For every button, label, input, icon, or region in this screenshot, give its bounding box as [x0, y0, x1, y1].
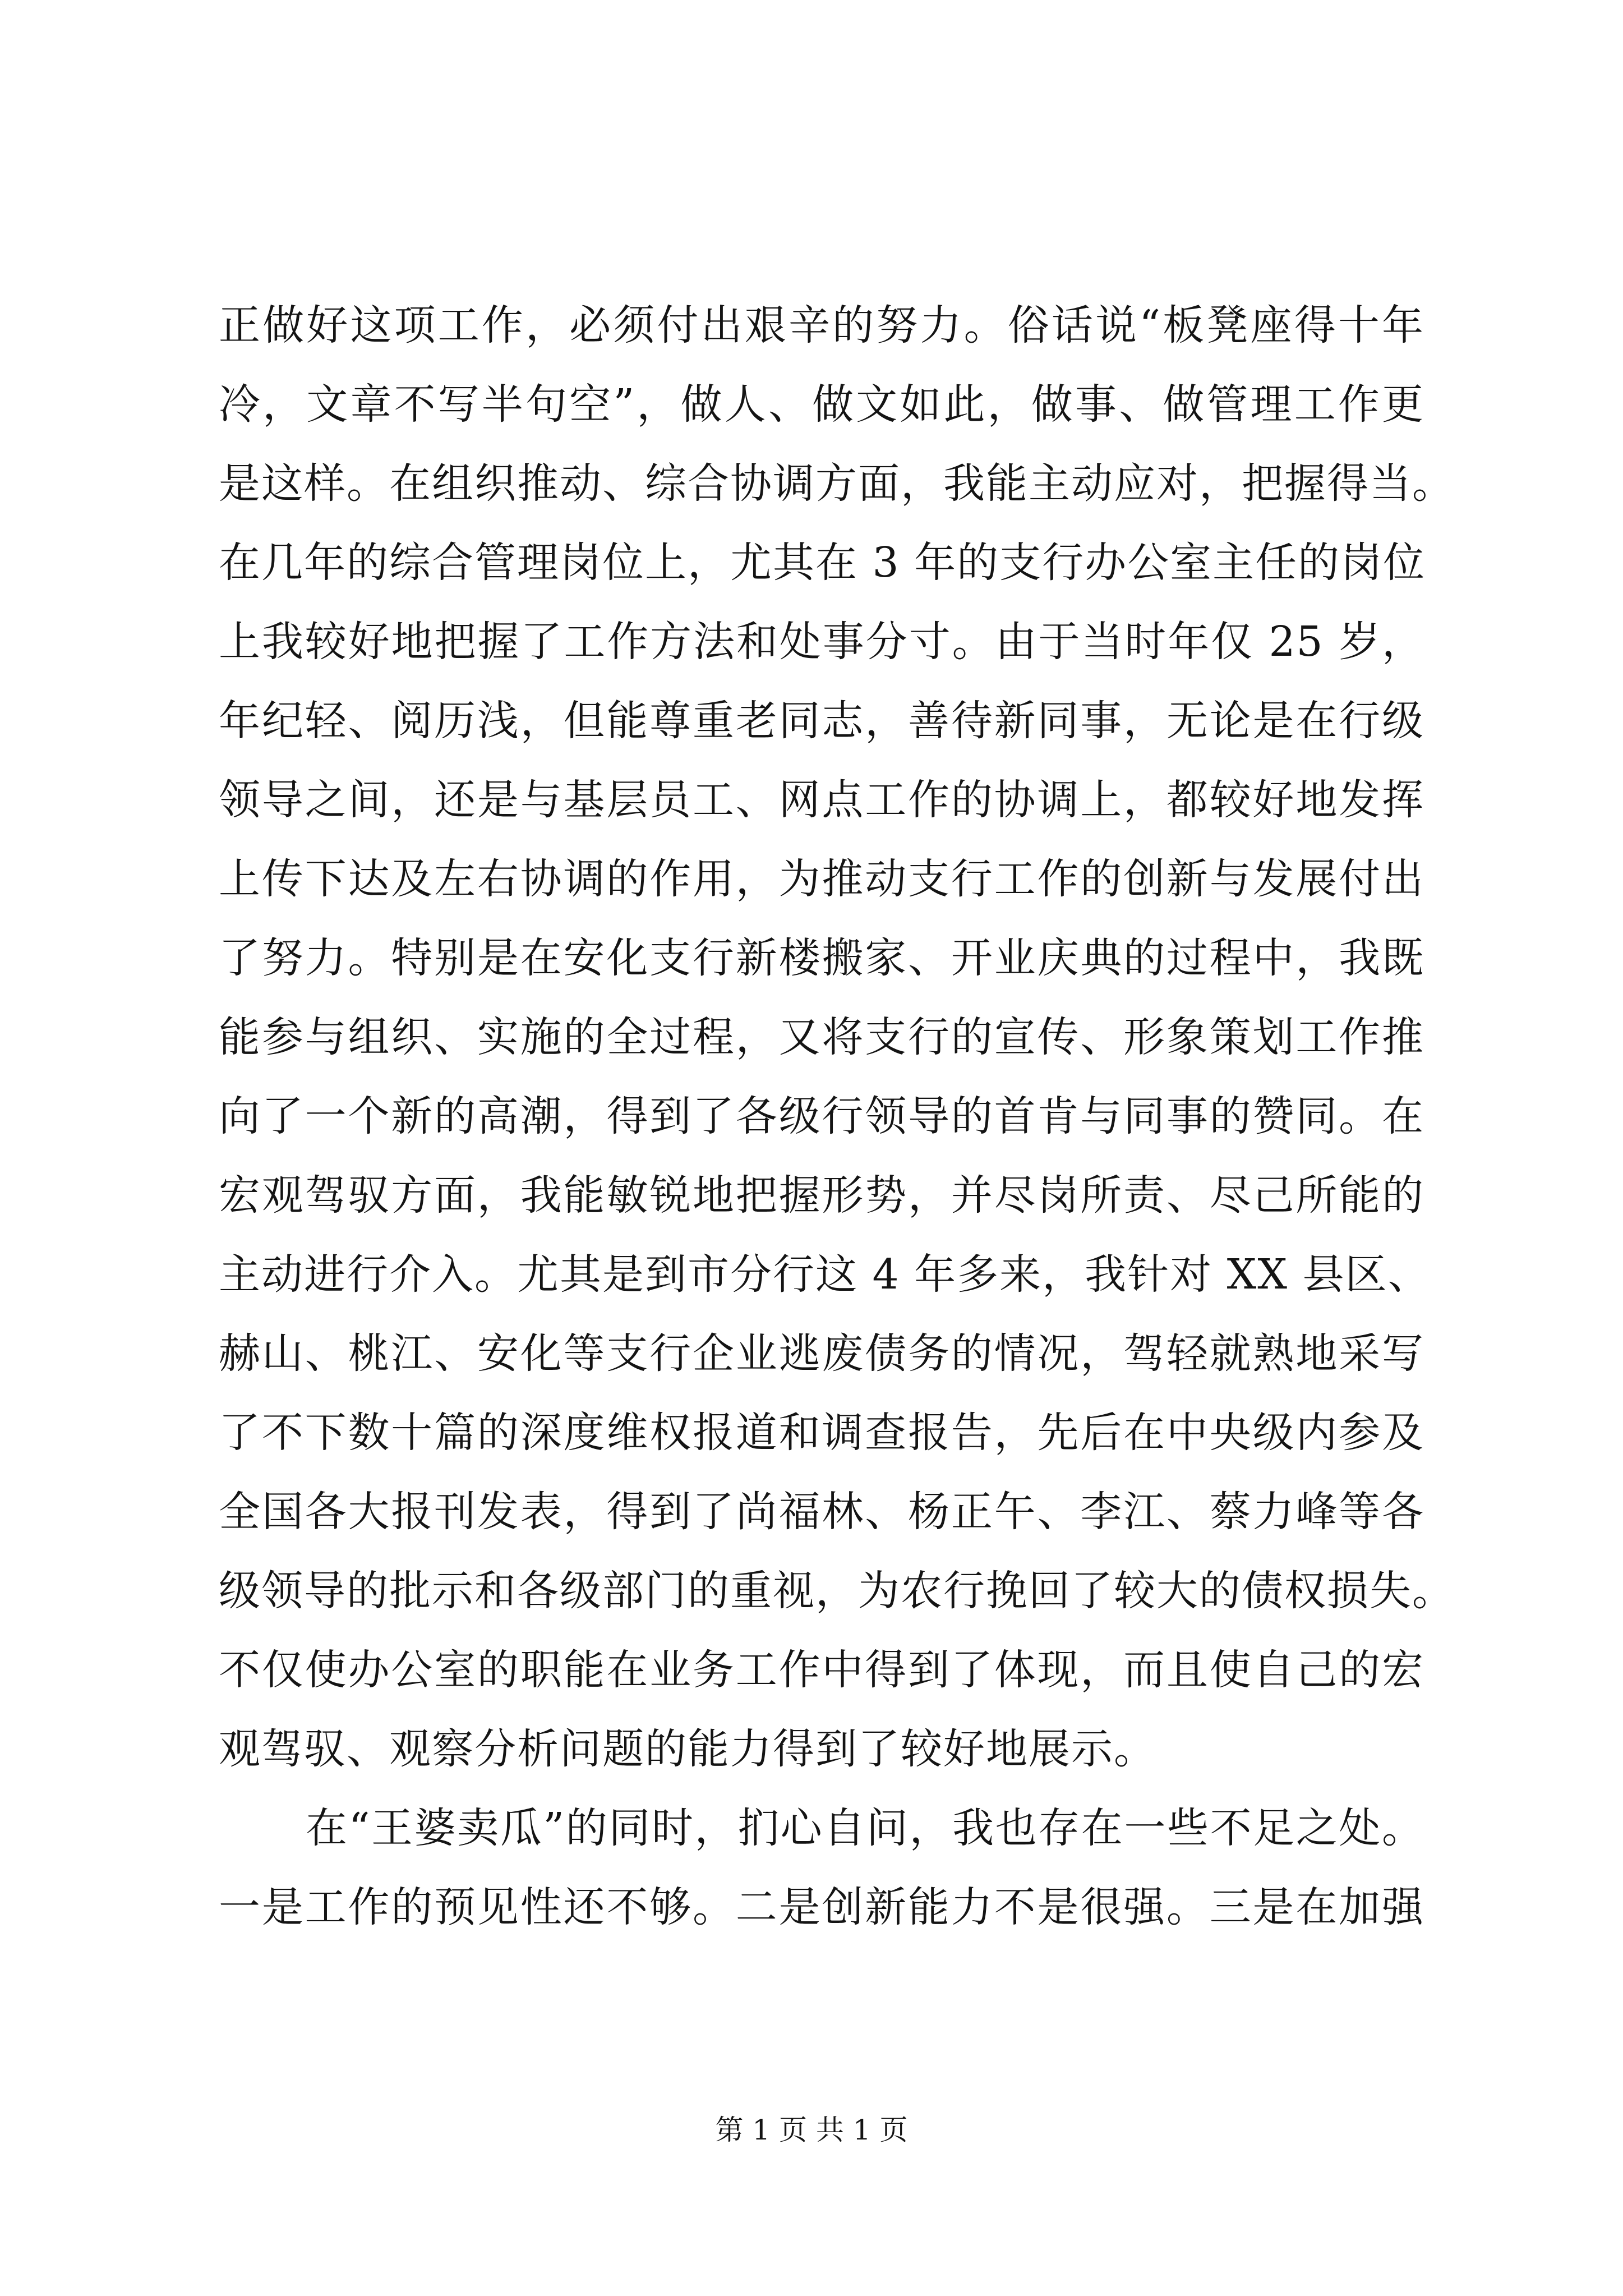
text-line-6: 年纪轻、阅历浅，但能尊重老同志，善待新同事，无论是在行级 [219, 697, 1424, 745]
text-line-13: 主动进行介入。尤其是到市分行这 4 年多来，我针对 XX 县区、 [219, 1250, 1431, 1299]
text-line-4: 在几年的综合管理岗位上，尤其在 3 年的支行办公室主任的岗位 [219, 539, 1426, 587]
text-line-2: 冷，文章不写半句空”，做人、做文如此，做事、做管理工作更 [219, 380, 1424, 429]
text-line-9: 了努力。特别是在安化支行新楼搬家、开业庆典的过程中，我既 [219, 934, 1424, 982]
text-line-16: 全国各大报刊发表，得到了尚福林、杨正午、李江、蔡力峰等各 [219, 1488, 1424, 1536]
text-line-20: 在“王婆卖瓜”的同时，扪心自问，我也存在一些不足之处。 [306, 1804, 1424, 1852]
text-line-14: 赫山、桃江、安化等支行企业逃废债务的情况，驾轻就熟地采写 [219, 1329, 1424, 1378]
text-line-11: 向了一个新的高潮，得到了各级行领导的首肯与同事的赞同。在 [219, 1092, 1424, 1140]
text-line-7: 领导之间，还是与基层员工、网点工作的协调上，都较好地发挥 [219, 776, 1424, 824]
text-line-10: 能参与组织、实施的全过程，又将支行的宣传、形象策划工作推 [219, 1013, 1424, 1061]
page-footer: 第 1 页 共 1 页 [715, 2114, 908, 2146]
text-line-17: 级领导的批示和各级部门的重视，为农行挽回了较大的债权损失。 [219, 1567, 1455, 1615]
text-line-1: 正做好这项工作，必须付出艰辛的努力。俗话说“板凳座得十年 [219, 301, 1424, 349]
text-line-18: 不仅使办公室的职能在业务工作中得到了体现，而且使自己的宏 [219, 1646, 1424, 1694]
text-line-19: 观驾驭、观察分析问题的能力得到了较好地展示。 [219, 1725, 1156, 1773]
text-line-12: 宏观驾驭方面，我能敏锐地把握形势，并尽岗所责、尽己所能的 [219, 1171, 1424, 1220]
text-line-8: 上传下达及左右协调的作用，为推动支行工作的创新与发展付出 [219, 855, 1424, 903]
text-line-21: 一是工作的预见性还不够。二是创新能力不是很强。三是在加强 [219, 1883, 1424, 1931]
text-line-3: 是这样。在组织推动、综合协调方面，我能主动应对，把握得当。 [219, 459, 1455, 508]
text-line-15: 了不下数十篇的深度维权报道和调查报告，先后在中央级内参及 [219, 1409, 1424, 1457]
text-line-5: 上我较好地把握了工作方法和处事分寸。由于当时年仅 25 岁， [219, 618, 1424, 666]
